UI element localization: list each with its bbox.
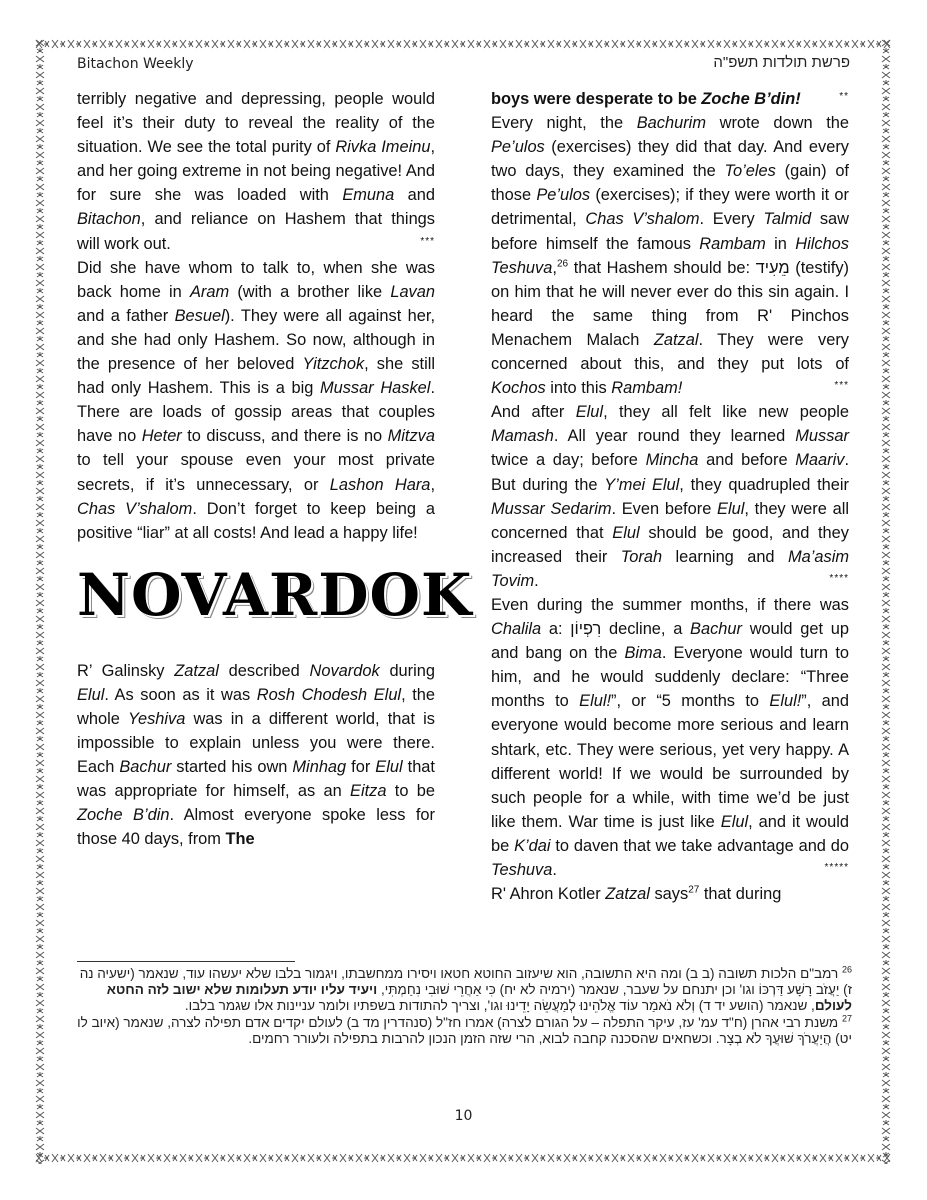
paragraph: Did she have whom to talk to, when she was back home in Aram (with a brother like Lavan and a father Besuel). They were all against her, and she had only Hashem. So now, although in the presence of her beloved Yitzchok, she still had only Hashem. This is a big Mussar Haskel. There are loads of gossip areas that couples have no Heter to discuss, and there is no Mitzva to tell your spouse even your most private secrets, if it’s unnecessary, or Lashon Hara, Chas V’shalom. Don’t forget to keep being a positive “liar” at all costs! And lead a happy life!: [77, 258, 436, 542]
footnote-ref-27[interactable]: 27: [688, 884, 700, 896]
footnote-separator: [77, 961, 295, 962]
decorative-border-left: [34, 38, 46, 1164]
publication-title: Bitachon Weekly: [77, 56, 194, 72]
section-title-novardok: NOVARDOK: [77, 560, 473, 629]
decorative-border-bottom: [34, 1152, 892, 1164]
footnote-26: $^{26}$ רמב"ם הלכות תשובה (ב ב) ומה היא התשובה, הוא שיעזוב החוטא חטאו ויסירו ממחשבתו, ויגמור בלבו שלא יעשהו עוד, שנאמר (ישעיה נה ז) יַעֲזֹב רָשָׁע דַּרְכּוֹ וגו' וכן יתנחם על שעבר, שנאמר (ירמיה לא יח) כִּי אַחֲרֵי שׁוּבִי נִחַמְתִּי, ויעיד עליו יודע תעלומות שלא ישוב לזה החטא לעולם, שנאמר (הושע יד ד) וְלֹא נֹאמַר עוֹד אֱלֹהֵינוּ לְמַעֲשֵׂה יָדֵינוּ וגו', וצריך להתודות בשפתיו ולומר עניינות אלו שגמר בלבו.: [79, 964, 852, 1014]
footnote-27: $^{27}$ משנת רבי אהרן (ח"ד עמ' עז, עיקר התפלה – על הגורם לצרה) אמרו חז"ל (סנהדרין מד ב) לעולם יקדים אדם תפילה לצרה, שנאמר (איוב לו יט) הֲיַעֲרֹךְ שׁוּעֲךָ לֹא בְצָר. וכשחאים שהסכנה קחבה לבוא, הרי שזה הזמן הנכון להרבות בתפילה ולעורר רחמים.: [77, 1013, 852, 1046]
paragraph: R’ Galinsky Zatzal described Novardok during Elul. As soon as it was Rosh Chodesh Elul, the whole Yeshiva was in a different world, that is impossible to explain unless you were there. Each Bachur started his own Minhag for Elul that was appropriate for himself, as an Eitza to be Zoche B’din. Almost everyone spoke less for those 40 days, from The: [77, 661, 436, 849]
paragraph: And after Elul, they all felt like new people Mamash. All year round they learned Mussar twice a day; before Mincha and before Maariv. But during the Y’mei Elul, they quadrupled their Mussar Sedarim. Even before Elul, they were all concerned that Elul should be good, and they increased their Torah learning and Ma’asim Tovim. ****: [491, 403, 849, 590]
footnotes: [77, 966, 852, 1047]
right-column: [491, 87, 849, 906]
decorative-border-right: [880, 38, 892, 1164]
paragraph: terribly negative and depressing, people would feel it’s their duty to reveal the reality of the situation. We see the total purity of Rivka Imeinu, and her going extreme in not being negative! And for sure she was loaded with Emuna and Bitachon, and reliance on Hashem that things will work out. ***: [77, 90, 436, 253]
section-separator: *****: [824, 862, 849, 873]
paragraph: R' Ahron Kotler Zatzal says$^{27}$ that during: [491, 884, 782, 904]
section-separator: ***: [834, 380, 849, 392]
decorative-border-top: [34, 38, 892, 50]
left-column: [77, 87, 473, 852]
paragraph: Even during the summer months, if there was Chalila a: רִפְיוֹן decline, a Bachur would get up and bang on the Bima. Everyone would turn to him, and he would suddenly declare: “Three months to Elul!”, or “5 months to Elul!”, and everyone would become more serious and learn shtark, etc. They were serious, yet very happy. A different world! If we would be surrounded by such people for a while, with time we’d be just like them. War time is just like Elul, and it would be K’dai to daven that we take advantage and do Teshuva. *****: [491, 595, 849, 879]
section-separator: ****: [829, 572, 849, 584]
footnote-ref-26[interactable]: 26: [556, 258, 569, 270]
parsha-title: פרשת תולדות תשפ"ה: [713, 54, 850, 71]
paragraph: boys were desperate to be Zoche B’din! **: [491, 87, 849, 111]
paragraph: Every night, the Bachurim wrote down the Pe’ulos (exercises) they did that day. And every two days, they examined the To’eles (gain) of those Pe’ulos (exercises); if they were worth it or detrimental, Chas V’shalom. Every Talmid saw before himself the famous Rambam in Hilchos Teshuva,$^{26}$ that Hashem should be: מֵעִיד (testify) on him that he will never ever do this sin again. I heard the same thing from R' Pinchos Menachem Malach Zatzal. They were very concerned about this, and they put lots of Kochos into this Rambam! ***: [491, 114, 849, 398]
section-separator: **: [839, 91, 849, 102]
section-separator: ***: [420, 235, 435, 247]
page-number: 10: [454, 1108, 473, 1124]
